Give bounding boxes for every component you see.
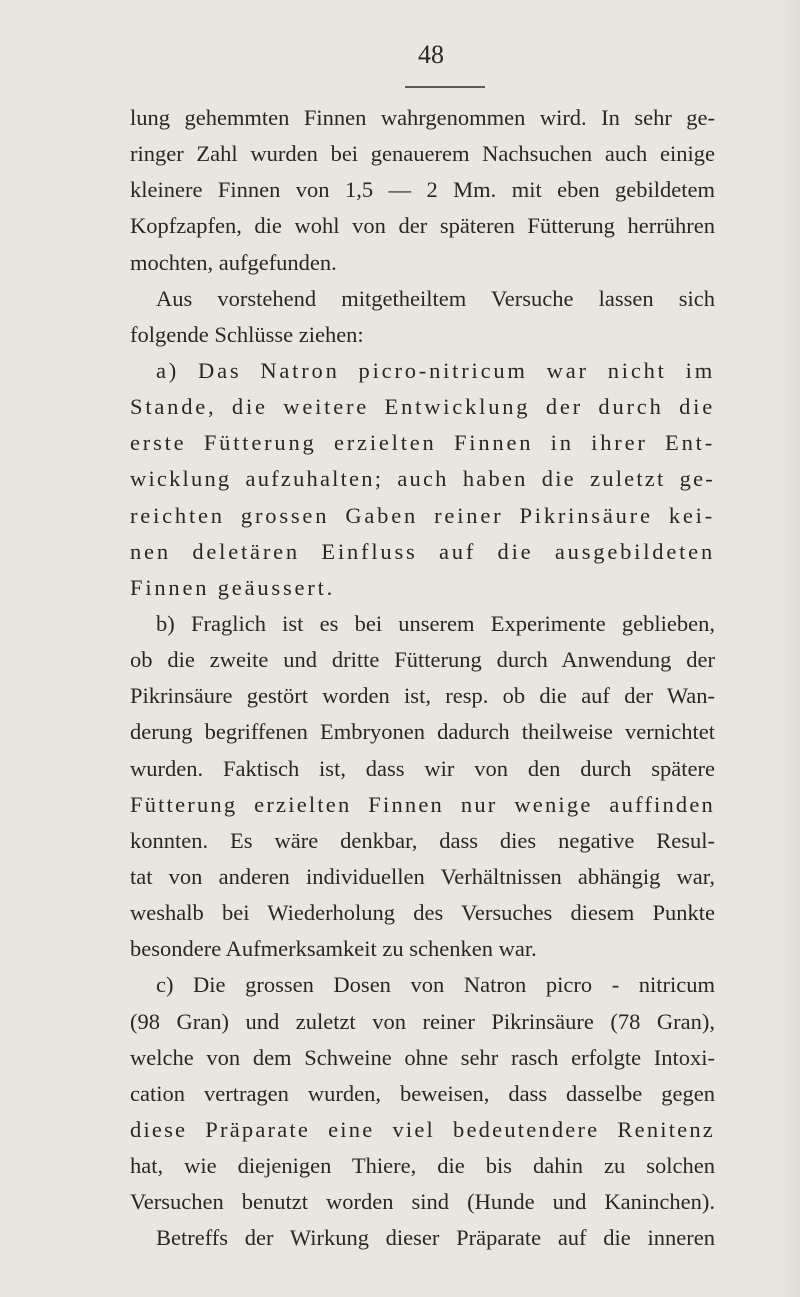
text-line: Stande, die weitere Entwicklung der durch die xyxy=(130,394,715,420)
text-line: ob die zweite und dritte Fütterung durch Anwendung der xyxy=(130,647,715,673)
text-line: Finnen geäussert. xyxy=(130,574,336,600)
text-line: (98 Gran) und zuletzt von reiner Pikrinsäure (78 Gran), xyxy=(130,1008,715,1034)
text-line: Kopfzapfen, die wohl von der späteren Fütterung herrühren xyxy=(130,213,715,239)
text-line: Pikrinsäure gestört worden ist, resp. ob die auf der Wan- xyxy=(130,683,715,709)
text-line: weshalb bei Wiederholung des Versuches diesem Punkte xyxy=(130,900,715,926)
text-line: Aus vorstehend mitgetheiltem Versuche lassen sich xyxy=(156,285,715,311)
body-text xyxy=(130,100,715,1257)
text-line: ringer Zahl wurden bei genauerem Nachsuchen auch einige xyxy=(130,141,715,167)
text-line: Fütterung erzielten Finnen nur wenige auffinden xyxy=(130,791,715,817)
text-line: cation vertragen wurden, beweisen, dass dasselbe gegen xyxy=(130,1080,715,1106)
text-line: a) Das Natron picro-nitricum war nicht im xyxy=(156,357,715,383)
text-line: welche von dem Schweine ohne sehr rasch erfolgte Intoxi- xyxy=(130,1044,715,1070)
text-line: wicklung aufzuhalten; auch haben die zuletzt ge- xyxy=(130,466,715,492)
text-line: tat von anderen individuellen Verhältnissen abhängig war, xyxy=(130,863,715,889)
page-number-rule xyxy=(405,86,485,88)
text-line: c) Die grossen Dosen von Natron picro - nitricum xyxy=(156,972,715,998)
text-line: reichten grossen Gaben reiner Pikrinsäure kei- xyxy=(130,502,715,528)
text-line: b) Fraglich ist es bei unserem Experimente geblieben, xyxy=(156,610,715,636)
text-line: diese Präparate eine viel bedeutendere Renitenz xyxy=(130,1116,715,1142)
text-line: Betreffs der Wirkung dieser Präparate auf die inneren xyxy=(156,1225,715,1251)
text-line: folgende Schlüsse ziehen: xyxy=(130,321,364,347)
text-line: konnten. Es wäre denkbar, dass dies negative Resul- xyxy=(130,827,715,853)
text-line: kleinere Finnen von 1,5 — 2 Mm. mit eben gebildetem xyxy=(130,177,715,203)
text-line: derung begriffenen Embryonen dadurch theilweise vernichtet xyxy=(130,719,715,745)
page-number: 48 xyxy=(418,40,444,69)
text-line: Versuchen benutzt worden sind (Hunde und Kaninchen). xyxy=(130,1189,715,1215)
text-line: mochten, aufgefunden. xyxy=(130,249,337,275)
text-line: besondere Aufmerksamkeit zu schenken war. xyxy=(130,936,537,962)
text-line: erste Fütterung erzielten Finnen in ihrer Ent- xyxy=(130,430,715,456)
text-line: nen deletären Einfluss auf die ausgebildeten xyxy=(130,538,715,564)
text-line: hat, wie diejenigen Thiere, die bis dahin zu solchen xyxy=(130,1153,715,1179)
text-line: lung gehemmten Finnen wahrgenommen wird. In sehr ge- xyxy=(130,105,715,130)
text-line: wurden. Faktisch ist, dass wir von den durch spätere xyxy=(130,755,715,781)
page-edge-shadow xyxy=(782,0,800,1297)
